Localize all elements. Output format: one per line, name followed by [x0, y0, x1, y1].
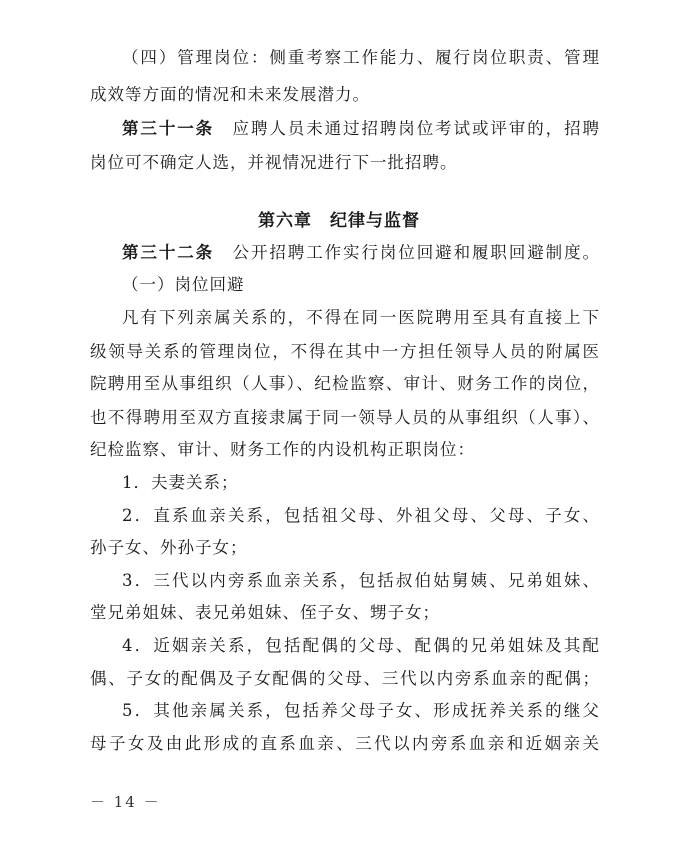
list-item-2-line-2: 孙子女、外孙子女； — [90, 538, 248, 557]
page-number: － 14 － — [90, 793, 161, 811]
list-item-2-line-1: 2．直系血亲关系，包括祖父母、外祖父母、父母、子女、 — [122, 506, 600, 525]
section-heading-post-avoidance: （一）岗位回避 — [122, 275, 245, 294]
paragraph-management-line-2: 成效等方面的情况和未来发展潜力。 — [90, 85, 370, 104]
article-32-text: 公开招聘工作实行岗位回避和履职回避制度。 — [232, 243, 601, 262]
article-31-line-1 — [122, 118, 600, 140]
article-31-text: 应聘人员未通过招聘岗位考试或评审的，招聘 — [232, 119, 601, 138]
paragraph-line-4: 也不得聘用至双方直接隶属于同一领导人员的从事组织（人事）、 — [90, 408, 600, 427]
list-item-4-line-2: 偶、子女的配偶及子女配偶的父母、三代以内旁系血亲的配偶； — [90, 669, 600, 688]
paragraph-line-2: 级领导关系的管理岗位，不得在其中一方担任领导人员的附属医 — [90, 342, 600, 361]
paragraph-line-5: 纪检监察、审计、财务工作的内设机构正职岗位： — [90, 440, 475, 459]
article-32-title: 第三十二条 — [122, 243, 215, 262]
list-item-3-line-2: 堂兄弟姐妹、表兄弟姐妹、侄子女、甥子女； — [90, 603, 440, 622]
list-item-1: 1．夫妻关系； — [122, 473, 239, 492]
list-item-3-line-1: 3．三代以内旁系血亲关系，包括叔伯姑舅姨、兄弟姐妹、 — [122, 571, 600, 590]
chapter-heading: 第六章 纪律与监督 — [258, 211, 420, 231]
paragraph-line-1: 凡有下列亲属关系的，不得在同一医院聘用至具有直接上下 — [122, 308, 600, 327]
list-item-5-line-1: 5．其他亲属关系，包括养父母子女、形成抚养关系的继父 — [122, 701, 600, 720]
article-32-line-1 — [122, 242, 600, 264]
article-31-title: 第三十一条 — [122, 119, 215, 138]
article-31-line-2: 岗位可不确定人选，并视情况进行下一批招聘。 — [90, 153, 458, 172]
paragraph-management-line-1: （四）管理岗位：侧重考察工作能力、履行岗位职责、管理 — [122, 48, 600, 67]
paragraph-line-3: 院聘用至从事组织（人事）、纪检监察、审计、财务工作的岗位， — [90, 374, 600, 393]
list-item-4-line-1: 4．近姻亲关系，包括配偶的父母、配偶的兄弟姐妹及其配 — [122, 636, 600, 655]
list-item-5-line-2: 母子女及由此形成的直系血亲、三代以内旁系血亲和近姻亲关 — [90, 734, 600, 753]
